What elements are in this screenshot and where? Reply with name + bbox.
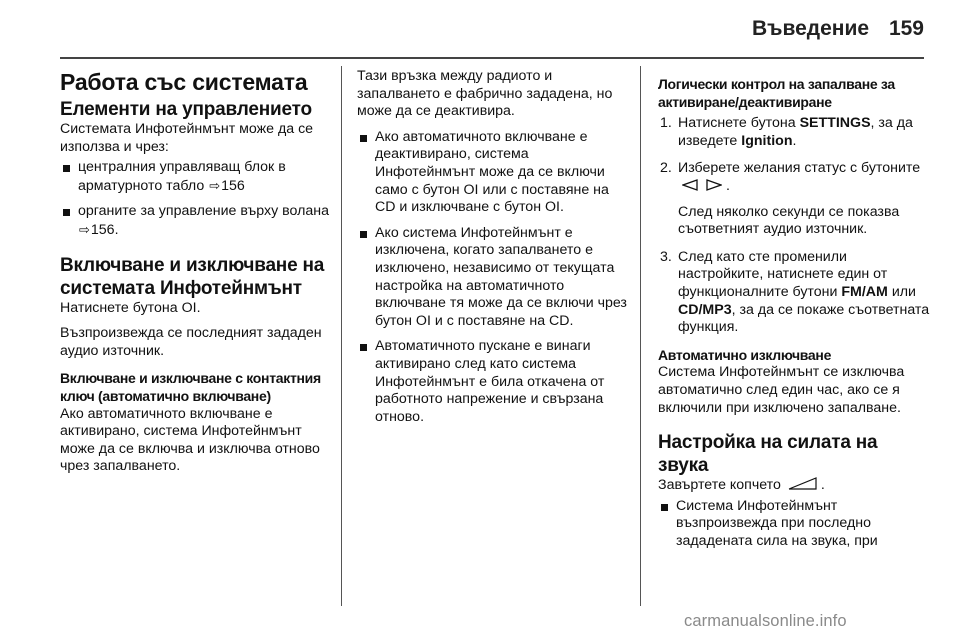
list-item: Ако система Инфотейнмънт е изключена, когато запалването е изключено, независимо от текущата настройка на автоматичното включване тя може да се включи чрез бутон OI и с поставяне на CD. xyxy=(357,225,632,331)
column-1 xyxy=(60,68,332,484)
column-2 xyxy=(357,68,632,434)
arrow-left-icon xyxy=(682,179,698,191)
list-item: Система Инфотейнмънт възпроизвежда при последно зададената сила на звука, при xyxy=(658,498,930,551)
step-text: Натиснете бутона xyxy=(678,115,796,132)
column-divider-2 xyxy=(640,66,641,606)
controls-list xyxy=(60,159,332,239)
list-item: Автоматичното пускане е винаги активирано след като система Инфотейнмънт е била откачена от работното напрежение и свързана отново. xyxy=(357,338,632,426)
ignition-menu-label: Ignition xyxy=(741,132,793,149)
list-item xyxy=(60,203,332,239)
step-text: . xyxy=(792,132,797,149)
controls-intro: Системата Инфотейнмънт може да се използва и чрез: xyxy=(60,121,314,155)
onoff-text: Натиснете бутона xyxy=(60,299,178,316)
column-divider-1 xyxy=(341,66,342,606)
step-item: 2. Изберете желания статус с бутоните . След няколко секунди се показва съответният аудио източник. xyxy=(658,160,930,238)
list-item-text: централния управляващ блок в арматурното табло xyxy=(78,159,286,194)
auto-off-heading: Автоматично изключване xyxy=(658,346,832,363)
list-item xyxy=(60,159,332,195)
section-title: Работа със системата xyxy=(60,69,308,95)
watermark: carmanualsonline.info xyxy=(684,612,847,630)
volume-list xyxy=(658,498,930,551)
volume-paragraph: Завъртете копчето . xyxy=(658,477,825,494)
step-text: , за да се покаже съответната функция. xyxy=(678,301,930,336)
arrow-right-icon xyxy=(706,179,722,191)
page-reference: 156 xyxy=(221,177,245,194)
step-number: 3. xyxy=(660,248,672,265)
step-item xyxy=(658,249,930,337)
page-header-title: Въведение xyxy=(752,17,870,40)
page-reference-icon: ⇨ xyxy=(79,221,90,237)
ignition-paragraph: Ако автоматичното включване е активирано, система Инфотейнмънт може да се включва и изключва отново чрез запалването. xyxy=(60,405,320,475)
step-number: 1. xyxy=(660,115,672,132)
onoff-paragraph-1 xyxy=(60,300,332,318)
page-reference-icon: ⇨ xyxy=(209,177,221,193)
power-button-label: OI. xyxy=(181,299,201,316)
step-text: След като сте променили настройките, натиснете един от функционалните бутони xyxy=(678,248,888,300)
ignition-heading: Включване и изключване с контактния ключ (автоматично включване) xyxy=(60,370,321,404)
auto-off-paragraph: Система Инфотейнмънт се изключва автоматично след един час, ако се я включили при изключено запалване. xyxy=(658,364,905,416)
logic-heading: Логически контрол на запалване за активиране/деактивиране xyxy=(658,76,895,110)
onoff-heading: Включване и изключване на системата Инфотейнмънт xyxy=(60,254,325,299)
onoff-paragraph-2: Възпроизвежда се последният зададен аудио източник. xyxy=(60,325,322,359)
volume-text: Завъртете копчето xyxy=(658,477,781,494)
step-text: или xyxy=(891,283,916,300)
fm-am-button-label: FM/AM xyxy=(841,283,888,300)
step-text: , за да изведете xyxy=(678,115,913,149)
volume-heading: Настройка на силата на звука xyxy=(658,432,878,477)
logic-steps xyxy=(658,115,930,337)
list-item: Ако автоматичното включване е деактивирано, система Инфотейнмънт може да се включи само с бутон OI или с поставяне на CD и изключване с бутон OI. xyxy=(357,129,632,217)
list-item-text: органите за управление върху волана xyxy=(78,203,329,220)
settings-button-label: SETTINGS xyxy=(799,115,871,132)
col2-intro: Тази връзка между радиото и запалването е фабрично зададена, но може да се деактивира. xyxy=(357,68,613,120)
step-note: След няколко секунди се показва съответният аудио източник. xyxy=(678,203,900,238)
controls-heading: Елементи на управлението xyxy=(60,99,312,120)
page-number: 159 xyxy=(888,17,924,40)
volume-knob-icon xyxy=(788,477,818,490)
col2-list xyxy=(357,129,632,427)
cd-mp3-button-label: CD/MP3 xyxy=(678,301,732,318)
column-3 xyxy=(658,68,930,558)
step-number: 2. xyxy=(660,160,672,177)
page-reference: 156. xyxy=(90,221,119,238)
header-rule xyxy=(60,57,924,59)
step-item xyxy=(658,115,930,150)
step-text: Изберете желания статус с бутоните xyxy=(678,160,921,177)
